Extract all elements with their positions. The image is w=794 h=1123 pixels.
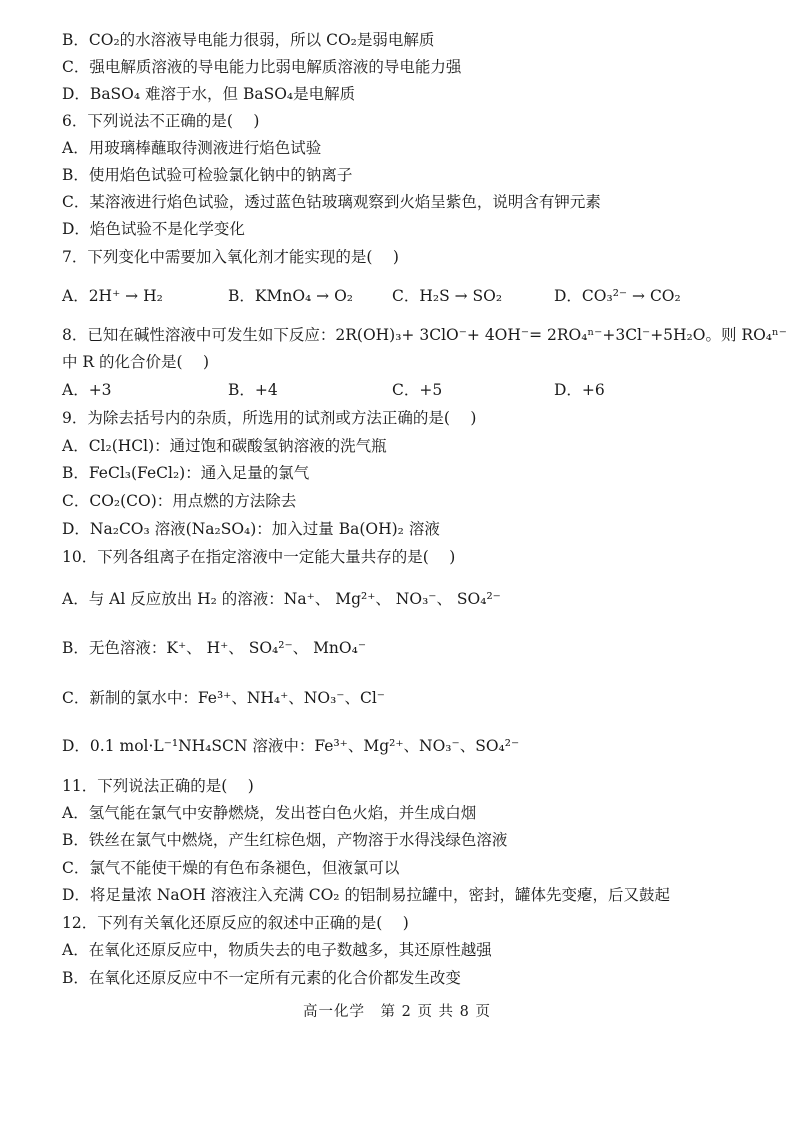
q5-option-c: C．强电解质溶液的导电能力比弱电解质溶液的导电能力强 bbox=[62, 58, 462, 76]
q7-option-d: D．CO₃²⁻ → CO₂ bbox=[554, 287, 681, 305]
q10-option-b: B．无色溶液：K⁺、 H⁺、 SO₄²⁻、 MnO₄⁻ bbox=[62, 639, 367, 657]
q11-option-b: B．铁丝在氯气中燃烧，产生红棕色烟，产物溶于水得浅绿色溶液 bbox=[62, 831, 508, 849]
q11-stem: 11．下列说法正确的是( ) bbox=[62, 777, 254, 795]
q12-option-b: B．在氧化还原反应中不一定所有元素的化合价都发生改变 bbox=[62, 969, 461, 987]
q6-option-c: C．某溶液进行焰色试验，透过蓝色钴玻璃观察到火焰呈紫色，说明含有钾元素 bbox=[62, 193, 601, 211]
q8-stem: 8．已知在碱性溶液中可发生如下反应：2R(OH)₃+ 3ClO⁻+ 4OH⁻= 2RO₄ⁿ⁻+3Cl⁻+5H₂O。则 RO₄ⁿ⁻ bbox=[62, 326, 787, 344]
q7-option-b: B．KMnO₄ → O₂ bbox=[228, 287, 354, 305]
q8-option-b: B．+4 bbox=[228, 381, 278, 399]
q12-stem: 12．下列有关氧化还原反应的叙述中正确的是( ) bbox=[62, 914, 409, 932]
q8-stem-cont: 中 R 的化合价是( ) bbox=[62, 353, 210, 371]
q7-option-a: A．2H⁺ → H₂ bbox=[62, 287, 163, 305]
q11-option-c: C．氯气不能使干燥的有色布条褪色，但液氯可以 bbox=[62, 859, 400, 877]
q11-option-d: D．将足量浓 NaOH 溶液注入充满 CO₂ 的铝制易拉罐中，密封，罐体先变瘪，后又鼓起 bbox=[62, 886, 670, 904]
q9-option-a: A．Cl₂(HCl)：通过饱和碳酸氢钠溶液的洗气瓶 bbox=[62, 437, 387, 455]
q7-options bbox=[62, 286, 754, 306]
q6-option-d: D．焰色试验不是化学变化 bbox=[62, 220, 245, 238]
q7-option-c: C．H₂S → SO₂ bbox=[392, 287, 503, 305]
q9-stem: 9．为除去括号内的杂质，所选用的试剂或方法正确的是( ) bbox=[62, 409, 477, 427]
q9-option-b: B．FeCl₃(FeCl₂)：通入足量的氯气 bbox=[62, 464, 310, 482]
q7-stem: 7．下列变化中需要加入氧化剂才能实现的是( ) bbox=[62, 248, 399, 266]
q6-stem: 6．下列说法不正确的是( ) bbox=[62, 112, 260, 130]
page-footer: 高一化学 第 2 页 共 8 页 bbox=[303, 1004, 491, 1020]
q8-option-d: D．+6 bbox=[554, 381, 605, 399]
q8-option-c: C．+5 bbox=[392, 381, 443, 399]
q10-option-d: D．0.1 mol·L⁻¹NH₄SCN 溶液中：Fe³⁺、Mg²⁺、NO₃⁻、SO₄²⁻ bbox=[62, 737, 520, 755]
q6-option-a: A．用玻璃棒蘸取待测液进行焰色试验 bbox=[62, 139, 322, 157]
q9-option-d: D．Na₂CO₃ 溶液(Na₂SO₄)：加入过量 Ba(OH)₂ 溶液 bbox=[62, 520, 440, 538]
q11-option-a: A．氢气能在氯气中安静燃烧，发出苍白色火焰，并生成白烟 bbox=[62, 804, 477, 822]
q10-option-c: C．新制的氯水中：Fe³⁺、NH₄⁺、NO₃⁻、Cl⁻ bbox=[62, 689, 385, 707]
q10-option-a: A．与 Al 反应放出 H₂ 的溶液：Na⁺、 Mg²⁺、 NO₃⁻、 SO₄²⁻ bbox=[62, 590, 501, 608]
q5-option-d: D．BaSO₄ 难溶于水，但 BaSO₄是电解质 bbox=[62, 85, 356, 103]
q5-option-b: B．CO₂的水溶液导电能力很弱，所以 CO₂是弱电解质 bbox=[62, 31, 435, 49]
q8-option-a: A．+3 bbox=[62, 381, 112, 399]
q6-option-b: B．使用焰色试验可检验氯化钠中的钠离子 bbox=[62, 166, 353, 184]
q10-stem: 10．下列各组离子在指定溶液中一定能大量共存的是( ) bbox=[62, 548, 456, 566]
q9-option-c: C．CO₂(CO)：用点燃的方法除去 bbox=[62, 492, 297, 510]
q12-option-a: A．在氧化还原反应中，物质失去的电子数越多，其还原性越强 bbox=[62, 941, 492, 959]
q8-options bbox=[62, 380, 754, 400]
